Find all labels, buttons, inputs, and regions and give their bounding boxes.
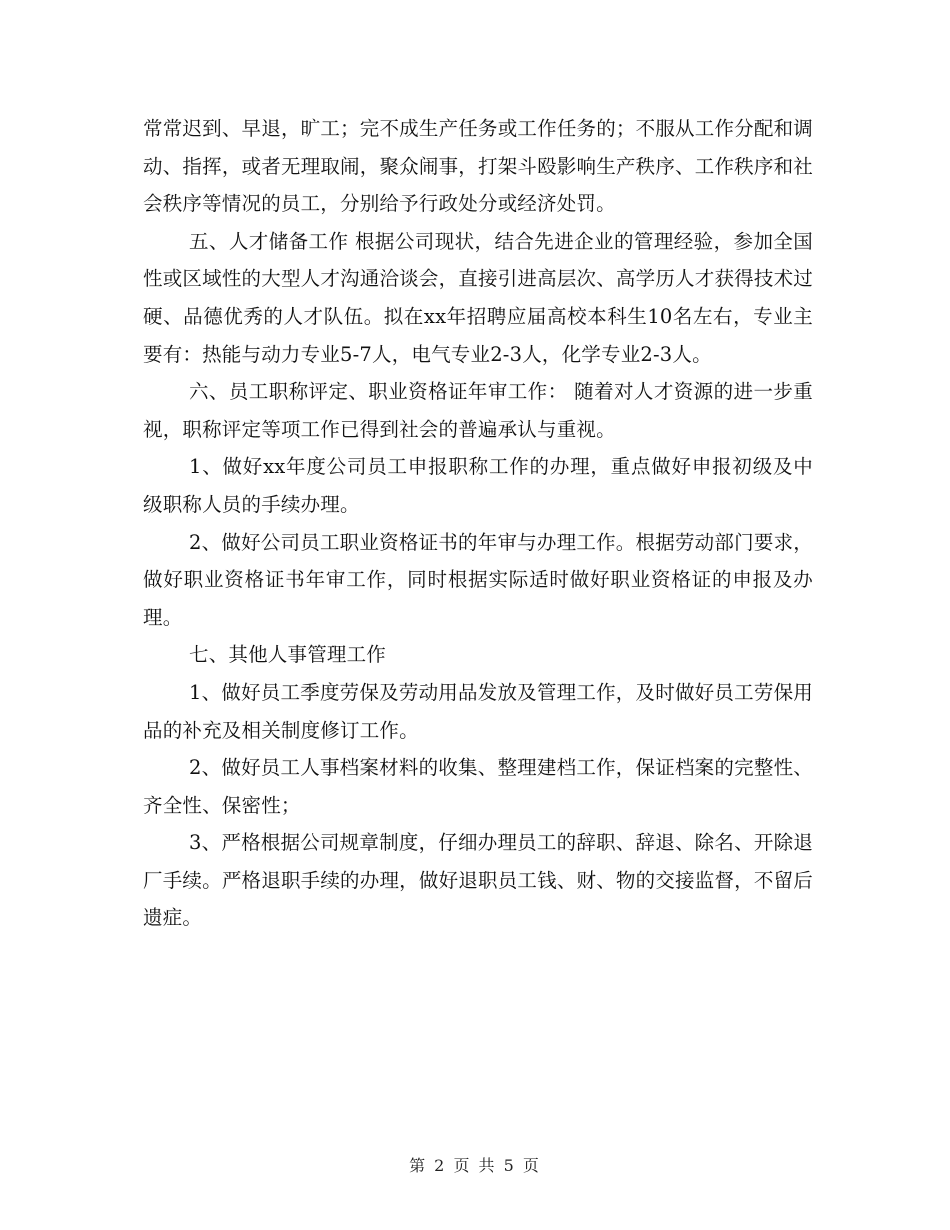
paragraph-5: 2、做好公司员工职业资格证书的年审与办理工作。根据劳动部门要求，做好职业资格证书年审工作，同时根据实际适时做好职业资格证的申报及办理。 [143,530,813,629]
paragraph-3: 六、员工职称评定、职业资格证年审工作： 随着对人才资源的进一步重视，职称评定等项工作已得到社会的普遍承认与重视。 [143,380,813,441]
paragraph-7: 1、做好员工季度劳保及劳动用品发放及管理工作，及时做好员工劳保用品的补充及相关制度修订工作。 [143,680,813,742]
paragraph-9: 3、严格根据公司规章制度，仔细办理员工的辞职、辞退、除名、开除退厂手续。严格退职手续的办理，做好退职员工钱、财、物的交接监督，不留后遗症。 [143,831,813,930]
paragraph-8: 2、做好员工人事档案材料的收集、整理建档工作，保证档案的完整性、齐全性、保密性； [143,756,813,817]
paragraph-2: 五、人才储备工作 根据公司现状，结合先进企业的管理经验，参加全国性或区域性的大型人才沟通洽谈会，直接引进高层次、高学历人才获得技术过硬、品德优秀的人才队伍。拟在xx年招聘应届高校本科生10名左右，专业主要有：热能与动力专业5-7人，电气专业2-3人，化学专业2-3人。 [143,229,813,366]
paragraph-1: 常常迟到、早退，旷工；完不成生产任务或工作任务的；不服从工作分配和调动、指挥，或者无理取闹，聚众闹事，打架斗殴影响生产秩序、工作秩序和社会秩序等情况的员工，分别给予行政处分或经济处罚。 [143,117,813,216]
page-number-footer: 第 2 页 共 5 页 [409,1156,541,1175]
document-body [143,110,813,937]
paragraph-4: 1、做好xx年度公司员工申报职称工作的办理，重点做好申报初级及中级职称人员的手续办理。 [143,455,813,516]
paragraph-6: 七、其他人事管理工作 [189,643,387,667]
